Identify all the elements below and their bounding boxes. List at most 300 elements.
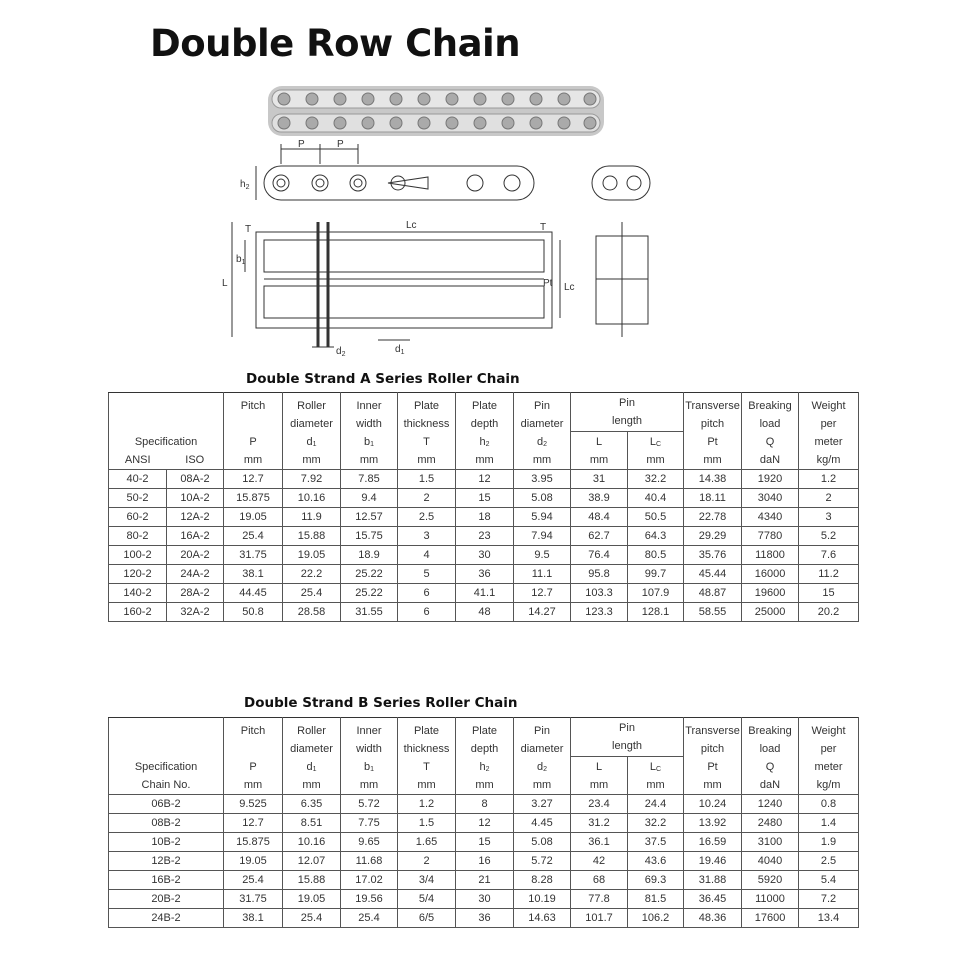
table-cell: 24B-2	[109, 909, 224, 928]
table-cell: 1.65	[398, 833, 456, 852]
symbol: meter	[814, 436, 843, 448]
table-cell: 50.5	[628, 508, 684, 527]
table-cell: 11800	[742, 546, 799, 565]
table-cell: 6/5	[398, 909, 456, 928]
table-cell: 7.6	[799, 546, 859, 565]
header-row-units	[109, 776, 859, 795]
table-cell: 30	[456, 890, 514, 909]
table-cell: 10.24	[684, 795, 742, 814]
header-line: Pin	[534, 400, 550, 412]
header-row-units	[109, 451, 859, 470]
unit-cell: kg/m	[799, 451, 859, 470]
symbol: b	[363, 761, 371, 773]
symbol-sub: 2	[485, 441, 490, 448]
label-lc-top: Lc	[406, 220, 417, 231]
table-cell: 31.88	[684, 871, 742, 890]
header-line: load	[759, 418, 781, 430]
header-line: width	[356, 418, 382, 430]
unit-cell: mm	[398, 776, 456, 795]
pin-length-l-header	[571, 757, 628, 777]
symbol: h	[479, 761, 486, 773]
table-cell: 31.75	[224, 890, 283, 909]
pin-length-lc-header	[628, 432, 684, 452]
table-cell: 44.45	[224, 584, 283, 603]
symbol-sub: 1	[370, 441, 375, 448]
table-cell: 8.51	[283, 814, 341, 833]
header-line: Pin	[534, 725, 550, 737]
symbol: Pt	[707, 761, 718, 773]
table-row	[109, 546, 859, 565]
header-line: per	[820, 418, 837, 430]
symbol-sub: 1	[370, 766, 375, 773]
table-cell: 48	[456, 603, 514, 622]
table-cell: 12	[456, 814, 514, 833]
b-series-table	[108, 717, 859, 928]
header-symbol	[224, 758, 282, 776]
table-cell: 25.4	[224, 871, 283, 890]
table-cell: 6	[398, 584, 456, 603]
table-cell: 48.4	[571, 508, 628, 527]
unit-cell: mm	[571, 776, 628, 795]
table-cell: 25.4	[283, 584, 341, 603]
table-cell: 15	[799, 584, 859, 603]
table-cell: 18.11	[684, 489, 742, 508]
ansi-header: ANSI	[109, 451, 167, 470]
table-cell: 40-2	[109, 470, 167, 489]
header-line: Inner	[356, 725, 382, 737]
symbol: T	[423, 436, 430, 448]
table-row	[109, 584, 859, 603]
column-header	[742, 718, 799, 777]
table-cell: 123.3	[571, 603, 628, 622]
table-cell: 8	[456, 795, 514, 814]
unit-cell: mm	[571, 451, 628, 470]
a-series-table	[108, 392, 859, 622]
symbol: L	[595, 761, 603, 773]
unit-cell: mm	[283, 776, 341, 795]
table-cell: 15.88	[283, 871, 341, 890]
table-cell: 2	[799, 489, 859, 508]
label-h2: $h_2$	[240, 179, 250, 191]
pin-length-header	[571, 393, 684, 432]
table-row	[109, 890, 859, 909]
chain-no-header: Chain No.	[109, 776, 224, 795]
table-cell: 7.2	[799, 890, 859, 909]
table-cell: 9.4	[341, 489, 398, 508]
table-cell: 32A-2	[167, 603, 224, 622]
table-cell: 11.1	[514, 565, 571, 584]
table-cell: 14.38	[684, 470, 742, 489]
unit-cell: mm	[628, 776, 684, 795]
table-cell: 1.5	[398, 470, 456, 489]
table-cell: 4	[398, 546, 456, 565]
table-cell: 12.7	[224, 470, 283, 489]
table-cell: 16B-2	[109, 871, 224, 890]
header-symbol	[571, 433, 627, 451]
header-line: Transverse	[685, 400, 740, 412]
label-t-left: T	[245, 224, 252, 235]
table-cell: 80.5	[628, 546, 684, 565]
label-d2: $d_2$	[336, 346, 346, 358]
table-cell: 32.2	[628, 470, 684, 489]
table-cell: 48.36	[684, 909, 742, 928]
table-row	[109, 565, 859, 584]
iso-header: ISO	[167, 451, 224, 470]
table-cell: 76.4	[571, 546, 628, 565]
table-cell: 5.72	[341, 795, 398, 814]
unit-cell: mm	[283, 451, 341, 470]
table-row	[109, 489, 859, 508]
table-cell: 7.85	[341, 470, 398, 489]
table-cell: 25.4	[224, 527, 283, 546]
table-cell: 11.9	[283, 508, 341, 527]
column-header	[742, 393, 799, 452]
table-cell: 3	[799, 508, 859, 527]
header-line: length	[612, 740, 642, 752]
table-cell: 08B-2	[109, 814, 224, 833]
unit-cell: mm	[514, 451, 571, 470]
header-symbol	[514, 433, 570, 451]
table-row	[109, 871, 859, 890]
table-cell: 12A-2	[167, 508, 224, 527]
header-line: Transverse	[685, 725, 740, 737]
table-row	[109, 603, 859, 622]
table-cell: 24A-2	[167, 565, 224, 584]
table-cell: 99.7	[628, 565, 684, 584]
table-cell: 81.5	[628, 890, 684, 909]
table-cell: 15	[456, 833, 514, 852]
table-cell: 38.1	[224, 909, 283, 928]
table-cell: 128.1	[628, 603, 684, 622]
header-line: Roller	[297, 725, 326, 737]
header-line: diameter	[290, 418, 333, 430]
table-cell: 4040	[742, 852, 799, 871]
table-row	[109, 814, 859, 833]
header-symbol	[283, 758, 340, 776]
page-title: Double Row Chain	[150, 22, 521, 65]
table-cell: 19.05	[283, 546, 341, 565]
table-cell: 69.3	[628, 871, 684, 890]
table-cell: 2.5	[398, 508, 456, 527]
table-cell: 2.5	[799, 852, 859, 871]
table-cell: 15.75	[341, 527, 398, 546]
table-cell: 68	[571, 871, 628, 890]
table-cell: 5920	[742, 871, 799, 890]
table-cell: 19.56	[341, 890, 398, 909]
header-line: width	[356, 743, 382, 755]
table-cell: 5.08	[514, 489, 571, 508]
symbol: P	[249, 436, 257, 448]
pin-length-l-header	[571, 432, 628, 452]
unit-cell: mm	[628, 451, 684, 470]
table-cell: 5/4	[398, 890, 456, 909]
table-cell: 25.4	[283, 909, 341, 928]
header-symbol	[799, 433, 858, 451]
table-cell: 7.94	[514, 527, 571, 546]
table-cell: 25.4	[341, 909, 398, 928]
table-cell: 24.4	[628, 795, 684, 814]
table-row	[109, 909, 859, 928]
header-line: Plate	[471, 400, 498, 412]
table-cell: 95.8	[571, 565, 628, 584]
symbol: L	[595, 436, 603, 448]
table-cell: 36.45	[684, 890, 742, 909]
table-cell: 15	[456, 489, 514, 508]
symbol-sub: 2	[485, 766, 490, 773]
header-line: Inner	[356, 400, 382, 412]
table-cell: 62.7	[571, 527, 628, 546]
table-cell: 8.28	[514, 871, 571, 890]
table-cell: 19.46	[684, 852, 742, 871]
header-symbol	[398, 433, 455, 451]
unit-cell: mm	[514, 776, 571, 795]
table-cell: 3100	[742, 833, 799, 852]
header-line: Pitch	[240, 725, 266, 737]
header-row	[109, 393, 859, 432]
table-cell: 31.2	[571, 814, 628, 833]
table-cell: 106.2	[628, 909, 684, 928]
table-cell: 19.05	[283, 890, 341, 909]
table-cell: 12.07	[283, 852, 341, 871]
table-cell: 15.875	[224, 489, 283, 508]
column-header	[514, 393, 571, 452]
header-line	[224, 415, 282, 433]
table-cell: 3.95	[514, 470, 571, 489]
column-header	[398, 718, 456, 777]
column-header	[799, 393, 859, 452]
table-cell: 5.2	[799, 527, 859, 546]
table-cell: 35.76	[684, 546, 742, 565]
table-cell: 28.58	[283, 603, 341, 622]
column-header	[456, 718, 514, 777]
header-symbol	[224, 433, 282, 451]
symbol-sub: 2	[543, 441, 548, 448]
header-symbol	[628, 433, 683, 451]
table-cell: 9.525	[224, 795, 283, 814]
table-cell: 38.1	[224, 565, 283, 584]
table-cell: 1.5	[398, 814, 456, 833]
header-symbol	[341, 758, 397, 776]
table-cell: 23.4	[571, 795, 628, 814]
table-cell: 7.75	[341, 814, 398, 833]
table-cell: 12.57	[341, 508, 398, 527]
header-line: thickness	[403, 418, 450, 430]
table-cell: 16	[456, 852, 514, 871]
header-symbol	[799, 758, 858, 776]
top-view	[232, 222, 648, 347]
chain-diagram	[200, 72, 660, 362]
table-cell: 58.55	[684, 603, 742, 622]
table-cell: 12	[456, 470, 514, 489]
table-cell: 0.8	[799, 795, 859, 814]
header-line: pitch	[700, 743, 725, 755]
column-header	[341, 393, 398, 452]
table-cell: 20.2	[799, 603, 859, 622]
table-cell: 19600	[742, 584, 799, 603]
specification-label: Specification	[134, 436, 198, 448]
symbol: Q	[765, 436, 775, 448]
table-cell: 10.19	[514, 890, 571, 909]
header-symbol	[456, 433, 513, 451]
table-cell: 30	[456, 546, 514, 565]
column-header	[283, 393, 341, 452]
unit-cell: daN	[742, 451, 799, 470]
header-symbol	[398, 758, 455, 776]
table-cell: 103.3	[571, 584, 628, 603]
table-row	[109, 852, 859, 871]
table-cell: 1920	[742, 470, 799, 489]
specification-label: Specification	[134, 761, 198, 773]
symbol: Q	[765, 761, 775, 773]
label-d1: $d_1$	[395, 344, 405, 356]
side-view	[256, 144, 650, 200]
table-cell: 11.68	[341, 852, 398, 871]
header-symbol	[341, 433, 397, 451]
header-symbol	[628, 758, 683, 776]
column-header	[684, 718, 742, 777]
table-cell: 45.44	[684, 565, 742, 584]
label-pt: Pt	[543, 278, 553, 289]
unit-cell: mm	[456, 776, 514, 795]
table-cell: 37.5	[628, 833, 684, 852]
table-cell: 21	[456, 871, 514, 890]
symbol: meter	[814, 761, 843, 773]
table-cell: 3	[398, 527, 456, 546]
unit-cell: mm	[456, 451, 514, 470]
table-cell: 48.87	[684, 584, 742, 603]
table-cell: 10B-2	[109, 833, 224, 852]
column-header	[398, 393, 456, 452]
header-line: Weight	[811, 400, 846, 412]
table-cell: 31.55	[341, 603, 398, 622]
table-cell: 31	[571, 470, 628, 489]
header-symbol	[684, 433, 741, 451]
header-line: depth	[470, 743, 499, 755]
header-line: pitch	[700, 418, 725, 430]
table-cell: 08A-2	[167, 470, 224, 489]
unit-cell: mm	[341, 451, 398, 470]
table-row	[109, 833, 859, 852]
column-header	[799, 718, 859, 777]
table-cell: 10A-2	[167, 489, 224, 508]
table-cell: 101.7	[571, 909, 628, 928]
table-cell: 20A-2	[167, 546, 224, 565]
table-cell: 2	[398, 489, 456, 508]
symbol-sub: C	[656, 441, 662, 448]
specification-header	[109, 393, 224, 452]
column-header	[341, 718, 398, 777]
table-b-caption: Double Strand B Series Roller Chain	[244, 695, 518, 711]
unit-cell: mm	[398, 451, 456, 470]
table-cell: 107.9	[628, 584, 684, 603]
symbol: d	[536, 761, 544, 773]
table-cell: 17.02	[341, 871, 398, 890]
table-cell: 32.2	[628, 814, 684, 833]
table-cell: 16.59	[684, 833, 742, 852]
table-cell: 14.63	[514, 909, 571, 928]
table-cell: 140-2	[109, 584, 167, 603]
header-line: thickness	[403, 743, 450, 755]
table-cell: 25.22	[341, 584, 398, 603]
table-cell: 3.27	[514, 795, 571, 814]
header-line: Plate	[413, 400, 440, 412]
label-l: L	[222, 278, 228, 289]
header-line: Roller	[297, 400, 326, 412]
table-cell: 5.08	[514, 833, 571, 852]
header-symbol	[456, 758, 513, 776]
table-cell: 160-2	[109, 603, 167, 622]
symbol: d	[306, 761, 313, 773]
table-cell: 120-2	[109, 565, 167, 584]
table-cell: 77.8	[571, 890, 628, 909]
table-cell: 38.9	[571, 489, 628, 508]
unit-cell: mm	[224, 451, 283, 470]
column-header	[684, 393, 742, 452]
table-cell: 50-2	[109, 489, 167, 508]
table-cell: 10.16	[283, 833, 341, 852]
table-cell: 1.2	[799, 470, 859, 489]
symbol: h	[479, 436, 486, 448]
symbol-sub: 1	[312, 766, 317, 773]
table-cell: 41.1	[456, 584, 514, 603]
unit-cell: mm	[684, 451, 742, 470]
header-symbol	[742, 758, 798, 776]
header-symbol	[283, 433, 340, 451]
table-cell: 1.4	[799, 814, 859, 833]
table-cell: 06B-2	[109, 795, 224, 814]
header-line: per	[820, 743, 837, 755]
table-row	[109, 527, 859, 546]
table-cell: 1240	[742, 795, 799, 814]
table-cell: 2	[398, 852, 456, 871]
table-cell: 43.6	[628, 852, 684, 871]
header-line: Pitch	[240, 400, 266, 412]
symbol: T	[423, 761, 430, 773]
unit-cell: kg/m	[799, 776, 859, 795]
header-symbol	[571, 758, 627, 776]
header-line: depth	[470, 418, 499, 430]
header-symbol	[514, 758, 570, 776]
table-cell: 7.92	[283, 470, 341, 489]
table-cell: 19.05	[224, 508, 283, 527]
table-cell: 31.75	[224, 546, 283, 565]
table-row	[109, 795, 859, 814]
symbol-sub: C	[656, 766, 662, 773]
pin-length-lc-header	[628, 757, 684, 777]
table-cell: 5.94	[514, 508, 571, 527]
table-cell: 16000	[742, 565, 799, 584]
table-cell: 9.65	[341, 833, 398, 852]
table-cell: 10.16	[283, 489, 341, 508]
table-cell: 5	[398, 565, 456, 584]
table-cell: 6.35	[283, 795, 341, 814]
symbol: d	[306, 436, 313, 448]
pin-length-header	[571, 718, 684, 757]
table-cell: 29.29	[684, 527, 742, 546]
table-cell: 1.9	[799, 833, 859, 852]
symbol: P	[249, 761, 257, 773]
label-pitch-1: P	[298, 139, 305, 150]
symbol: L	[649, 436, 657, 448]
symbol-sub: 2	[543, 766, 548, 773]
table-cell: 13.92	[684, 814, 742, 833]
table-cell: 36	[456, 909, 514, 928]
header-line: Pin	[619, 397, 635, 409]
label-lc-side: Lc	[564, 282, 575, 293]
header-line: Pin	[619, 722, 635, 734]
symbol: b	[363, 436, 371, 448]
table-cell: 14.27	[514, 603, 571, 622]
